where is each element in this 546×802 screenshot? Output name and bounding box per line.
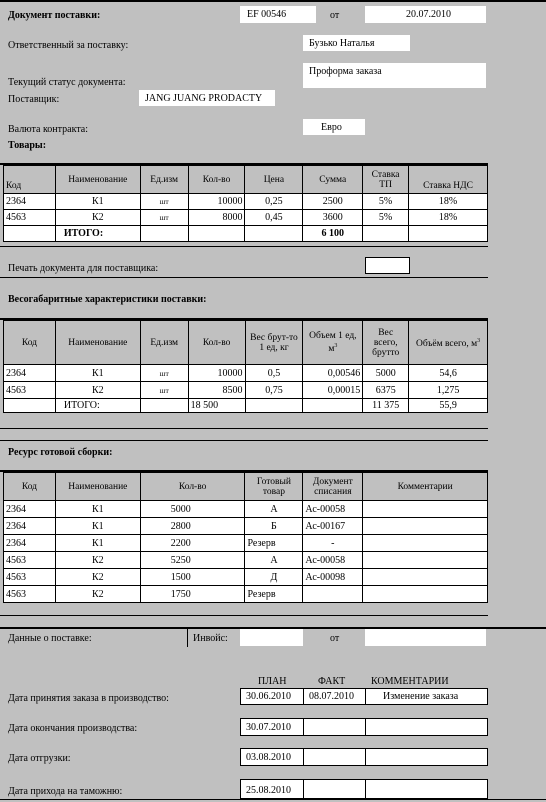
cell: 2500	[303, 194, 363, 210]
accept-plan-field[interactable]	[240, 688, 304, 705]
cell: 1,275	[409, 382, 488, 399]
weight-col-unit-volume-text: Объем 1 ед, м	[309, 330, 357, 355]
cell	[303, 586, 363, 603]
status-value: Проформа заказа	[309, 66, 382, 77]
cell: 1750	[140, 586, 245, 603]
cell: 8000	[188, 210, 245, 226]
cell: К1	[55, 501, 140, 518]
divider	[0, 428, 488, 429]
goods-col-code: Код	[4, 166, 56, 194]
cell: 4563	[4, 382, 56, 399]
divider	[0, 615, 488, 616]
accept-fact-field[interactable]	[303, 688, 366, 705]
cell	[363, 518, 488, 535]
print-label: Печать документа для поставщика:	[8, 263, 159, 274]
resource-row[interactable]	[4, 586, 488, 603]
cell: 10000	[188, 365, 245, 382]
cell: шт	[140, 365, 188, 382]
cell: К1	[55, 365, 140, 382]
print-checkbox[interactable]	[365, 257, 410, 274]
weight-title: Весогабаритные характеристики поставки:	[8, 294, 207, 305]
cell: 5250	[140, 552, 245, 569]
cell: 18%	[409, 194, 488, 210]
cell	[363, 586, 488, 603]
cell: К1	[55, 194, 140, 210]
cell: 0,25	[245, 194, 303, 210]
goods-header-row	[4, 166, 488, 194]
cell: К1	[55, 535, 140, 552]
delivery-label: Данные о поставке:	[8, 633, 92, 644]
delivery-separator	[187, 629, 188, 647]
cell: Ас-00167	[303, 518, 363, 535]
supplier-field[interactable]	[139, 90, 275, 106]
resource-title: Ресурс готовой сборки:	[8, 447, 113, 458]
weight-total-volume: 55,9	[409, 399, 488, 413]
customs-fact-field[interactable]	[303, 779, 366, 799]
goods-title: Товары:	[8, 140, 47, 151]
goods-table	[3, 165, 488, 242]
cell: К2	[55, 569, 140, 586]
resource-col-code: Код	[4, 473, 56, 501]
cell: 4563	[4, 569, 56, 586]
resource-row[interactable]	[4, 501, 488, 518]
cell: 18%	[409, 210, 488, 226]
cell	[363, 535, 488, 552]
production-end-comment-field[interactable]	[365, 718, 488, 736]
doc-label: Документ поставки:	[8, 10, 101, 21]
goods-row[interactable]	[4, 210, 488, 226]
cell: Б	[245, 518, 303, 535]
weight-col-unit-weight: Вес брут-то 1 ед, кг	[245, 321, 303, 365]
supplier-value: JANG JUANG PRODACTY	[145, 93, 263, 104]
goods-total-sum: 6 100	[303, 226, 363, 242]
cell: К1	[55, 518, 140, 535]
accept-comment-value: Изменение заказа	[383, 691, 459, 702]
cell: шт	[140, 194, 188, 210]
cell: 0,5	[245, 365, 303, 382]
status-field[interactable]	[303, 63, 486, 88]
resource-col-qty: Кол-во	[140, 473, 245, 501]
cell	[4, 226, 56, 242]
cell: 2364	[4, 194, 56, 210]
cell: Резерв	[245, 586, 303, 603]
weight-col-code: Код	[4, 321, 56, 365]
doc-number-value: EF 00546	[247, 9, 287, 20]
divider	[0, 440, 488, 441]
goods-col-qty: Кол-во	[188, 166, 245, 194]
goods-col-unit: Ед.изм	[140, 166, 188, 194]
cell: 10000	[188, 194, 245, 210]
currency-label: Валюта контракта:	[8, 124, 89, 135]
weight-table	[3, 320, 488, 413]
cell: 2364	[4, 501, 56, 518]
goods-row[interactable]	[4, 194, 488, 210]
cell: 4563	[4, 210, 56, 226]
invoice-from-label: от	[330, 633, 340, 644]
cell: Ас-00058	[303, 552, 363, 569]
responsible-value: Бузько Наталья	[309, 38, 375, 49]
cell: 1500	[140, 569, 245, 586]
divider	[0, 246, 488, 247]
goods-col-vat-rate: Ставка НДС	[409, 166, 488, 194]
cell: Ас-00098	[303, 569, 363, 586]
doc-date-value: 20.07.2010	[406, 9, 451, 20]
goods-total-label: ИТОГО:	[55, 226, 140, 242]
responsible-field[interactable]	[303, 35, 410, 51]
cell: 5%	[363, 194, 409, 210]
cell: Ас-00058	[303, 501, 363, 518]
cell: 2800	[140, 518, 245, 535]
production-end-plan-field[interactable]	[240, 718, 304, 736]
weight-col-total-volume: Объём всего, $м^3$	[409, 321, 488, 365]
resource-row[interactable]	[4, 552, 488, 569]
cell	[140, 226, 188, 242]
weight-row[interactable]	[4, 365, 488, 382]
weight-total-row	[4, 399, 488, 413]
weight-col-total-volume-text: Объём всего, м	[416, 339, 478, 350]
resource-col-writeoff-doc: Документ списания	[303, 473, 363, 501]
doc-date-field[interactable]	[365, 6, 486, 23]
divider	[0, 277, 488, 278]
cell	[363, 552, 488, 569]
cell: К2	[55, 552, 140, 569]
cell: А	[245, 501, 303, 518]
cell: 0,00015	[303, 382, 363, 399]
weight-row[interactable]	[4, 382, 488, 399]
status-label: Текущий статус документа:	[8, 77, 126, 88]
resource-col-name: Наименование	[55, 473, 140, 501]
goods-total-row	[4, 226, 488, 242]
weight-total-label: ИТОГО:	[55, 399, 140, 413]
customs-comment-field[interactable]	[365, 779, 488, 799]
weight-col-unit: Ед.изм	[140, 321, 188, 365]
cell	[363, 226, 409, 242]
cell: 6375	[363, 382, 409, 399]
cell: 8500	[188, 382, 245, 399]
shipment-fact-field[interactable]	[303, 748, 366, 766]
currency-value: Евро	[321, 122, 342, 133]
accept-comment-field[interactable]	[365, 688, 488, 705]
invoice-label: Инвойс:	[193, 633, 228, 644]
cell: 0,75	[245, 382, 303, 399]
customs-plan-value: 25.08.2010	[246, 785, 291, 796]
shipment-comment-field[interactable]	[365, 748, 488, 766]
shipment-date-label: Дата отгрузки:	[8, 753, 71, 764]
weight-total-weight: 11 375	[363, 399, 409, 413]
doc-from-label: от	[330, 10, 340, 21]
cell: К2	[55, 382, 140, 399]
accept-plan-value: 30.06.2010	[246, 691, 291, 702]
resource-col-finished: Готовый товар	[245, 473, 303, 501]
weight-total-qty: 18 500	[188, 399, 245, 413]
weight-header-row	[4, 321, 488, 365]
invoice-field[interactable]	[240, 629, 303, 646]
invoice-date-field[interactable]	[365, 629, 486, 646]
currency-field[interactable]	[303, 119, 365, 135]
cell: 2200	[140, 535, 245, 552]
resource-table	[3, 472, 488, 603]
cell: А	[245, 552, 303, 569]
weight-col-qty: Кол-во	[188, 321, 245, 365]
cell	[363, 569, 488, 586]
customs-date-label: Дата прихода на таможню:	[8, 786, 123, 797]
cell: К2	[55, 210, 140, 226]
cell: 0,45	[245, 210, 303, 226]
cell: 5000	[363, 365, 409, 382]
weight-col-total-weight: Вес всего, брутто	[363, 321, 409, 365]
cell: К2	[55, 586, 140, 603]
resource-row[interactable]	[4, 535, 488, 552]
weight-col-unit-volume: Объем 1 ед, $м^3$	[303, 321, 363, 365]
cell	[140, 399, 188, 413]
cell: 3600	[303, 210, 363, 226]
resource-col-comment: Комментарии	[363, 473, 488, 501]
cell: 54,6	[409, 365, 488, 382]
cell: 5000	[140, 501, 245, 518]
cell: -	[303, 535, 363, 552]
customs-plan-field[interactable]	[240, 779, 304, 799]
responsible-label: Ответственный за поставку:	[8, 40, 129, 51]
cell: 2364	[4, 518, 56, 535]
cell	[303, 399, 363, 413]
cell: Резерв	[245, 535, 303, 552]
cell: 2364	[4, 535, 56, 552]
supplier-label: Поставщик:	[8, 94, 60, 105]
cell: 4563	[4, 586, 56, 603]
production-end-fact-field[interactable]	[303, 718, 366, 736]
cell: шт	[140, 210, 188, 226]
cell: Д	[245, 569, 303, 586]
cell: 2364	[4, 365, 56, 382]
production-end-label: Дата окончания производства:	[8, 723, 138, 734]
goods-col-tp-rate: Ставка ТП	[363, 166, 409, 194]
accept-date-label: Дата принятия заказа в производство:	[8, 693, 169, 704]
weight-col-name: Наименование	[55, 321, 140, 365]
resource-row[interactable]	[4, 518, 488, 535]
cell: 4563	[4, 552, 56, 569]
cell	[188, 226, 245, 242]
cell	[245, 226, 303, 242]
production-end-plan-value: 30.07.2010	[246, 722, 291, 733]
bottom-border	[0, 799, 546, 800]
plan-header: ПЛАН	[258, 676, 287, 687]
cell: 5%	[363, 210, 409, 226]
cell	[363, 501, 488, 518]
goods-col-name: Наименование	[55, 166, 140, 194]
cell	[4, 399, 56, 413]
accept-fact-value: 08.07.2010	[309, 691, 354, 702]
shipment-plan-field[interactable]	[240, 748, 304, 766]
cell	[245, 399, 303, 413]
goods-col-sum: Сумма	[303, 166, 363, 194]
resource-row[interactable]	[4, 569, 488, 586]
cell	[409, 226, 488, 242]
fact-header: ФАКТ	[318, 676, 346, 687]
resource-header-row	[4, 473, 488, 501]
doc-number-field[interactable]	[240, 6, 316, 23]
cell: 0,00546	[303, 365, 363, 382]
cell: шт	[140, 382, 188, 399]
comment-header: КОММЕНТАРИИ	[371, 676, 449, 687]
goods-col-price: Цена	[245, 166, 303, 194]
top-border	[0, 0, 546, 2]
shipment-plan-value: 03.08.2010	[246, 752, 291, 763]
